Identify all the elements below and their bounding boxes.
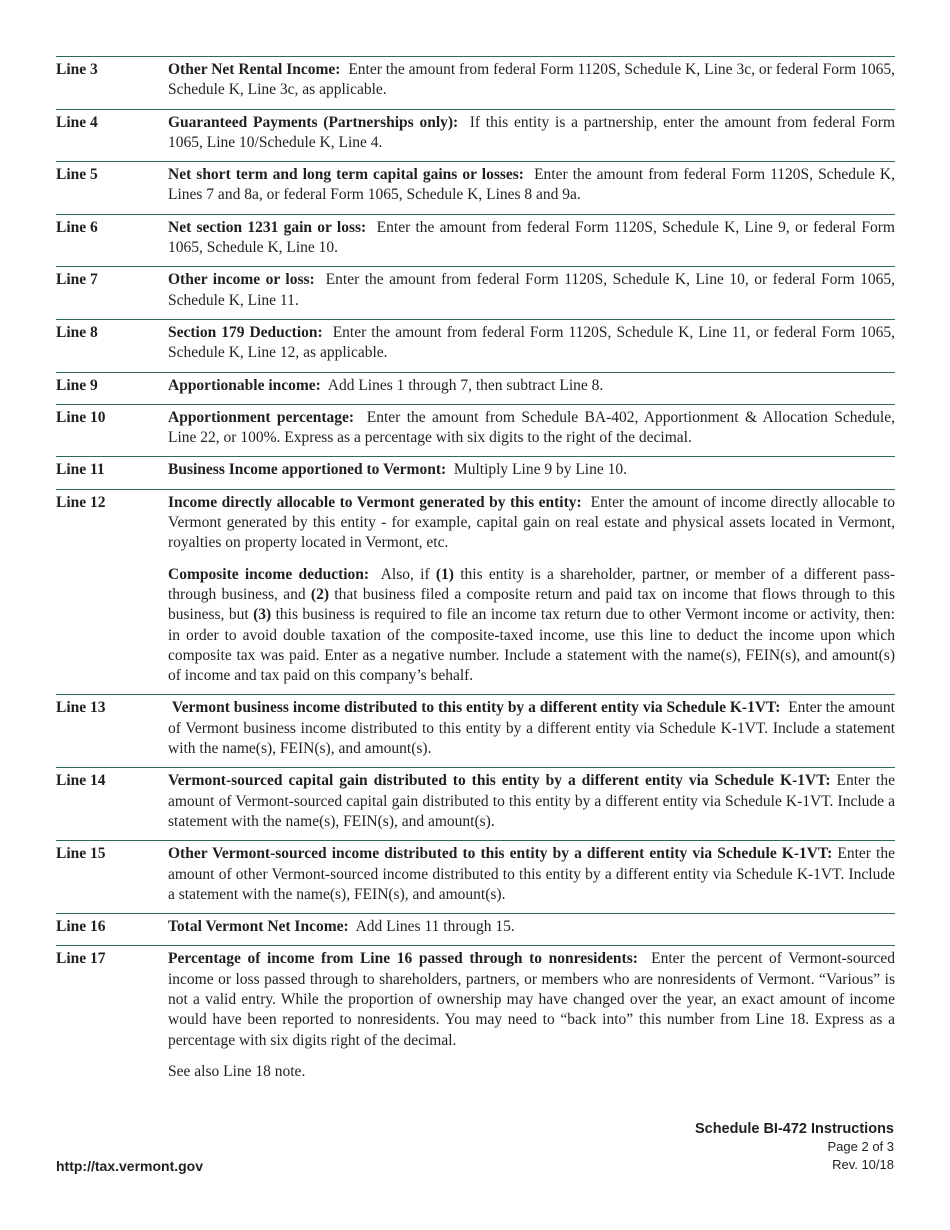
revision-date: Rev. 10/18 (832, 1157, 894, 1172)
line-title: Net section 1231 gain or loss: (168, 218, 367, 236)
form-title: Schedule BI-472 Instructions (694, 1121, 894, 1137)
line-text: Enter the amount from federal Form 1120S, Schedule K, Line 3c, or federal Form 1065, Schedule K, Line 3c, as applicable. (168, 61, 896, 99)
line-label: Line 14 (56, 772, 106, 790)
line-text: Multiply Line 9 by Line 10. (453, 461, 627, 479)
line-10-row (56, 404, 895, 454)
composite-income-paragraph: Composite income deduction: Also, if (1) this entity is a shareholder, partner, or member of a different pass-through business, and (2) that business filed a composite return and paid tax on income that flows through to this business, but (3) this business is required to file an income tax return due to other Vermont income or activity, then: in order to avoid double taxation of the composite-taxed income, use this line to deduct the income upon which composite tax was paid. Enter as a negative number. Include a statement with the name(s), FEIN(s), and amount(s) of income and tax paid on this company’s behalf. (168, 565, 896, 685)
line-17-note: See also Line 18 note. (168, 1062, 306, 1080)
line-label: Line 10 (56, 408, 106, 426)
line-text: Enter the amount from Schedule BA-402, Apportionment & Allocation Schedule, Line 22, or 100%. Express as a percentage with six digits to the right of the decimal. (168, 408, 895, 447)
line-12-row (56, 489, 895, 692)
line-title: Other income or loss: (168, 271, 315, 289)
line-label: Line 8 (56, 323, 98, 341)
line-label: Line 4 (56, 113, 98, 131)
line-17-row (56, 945, 895, 1087)
line-label: Line 5 (56, 166, 98, 184)
line-label: Line 17 (56, 950, 106, 968)
line-11-row (56, 456, 895, 485)
line-title: Percentage of income from Line 16 passed through to nonresidents: (168, 950, 638, 968)
line-title: Total Vermont Net Income: (168, 918, 349, 936)
line-13-row (56, 694, 895, 764)
line-title: Apportionment percentage: (168, 408, 355, 426)
line-6-row (56, 214, 895, 264)
line-7-row (56, 266, 895, 316)
line-label: Line 15 (56, 845, 106, 863)
line-5-row (56, 161, 895, 211)
line-label: Line 3 (56, 61, 98, 78)
line-title: Vermont-sourced capital gain distributed to this entity by a different entity via Schedule K-1VT: (168, 772, 831, 790)
line-title: Other Vermont-sourced income distributed to this entity by a different entity via Schedule K-1VT: (168, 845, 833, 863)
line-label: Line 13 (56, 699, 106, 717)
footer-info (695, 1120, 894, 1174)
page-number: Page 2 of 3 (827, 1139, 894, 1154)
line-text: Add Lines 1 through 7, then subtract Line 8. (327, 376, 604, 394)
line-text: Enter the amount from federal Form 1120S, Schedule K, Line 9, or federal Form 1065, Schedule K, Line 10. (168, 218, 895, 257)
line-14-row (56, 767, 895, 837)
line-3-row (56, 56, 895, 106)
line-text: Add Lines 11 through 15. (355, 918, 515, 936)
line-9-row (56, 372, 895, 401)
line-text: Enter the amount from federal Form 1120S, Schedule K, Line 11, or federal Form 1065, Schedule K, Line 12, as applicable. (168, 323, 895, 362)
line-text: Enter the amount of Vermont-sourced capital gain distributed to this entity by a different entity via Schedule K-1VT. Include a statement with the name(s), FEIN(s), and amount(s). (168, 772, 895, 830)
line-label: Line 16 (56, 918, 106, 936)
line-16-row (56, 913, 895, 942)
line-text: Enter the amount of income directly allocable to Vermont generated by this entity - for example, capital gain on real estate and physical assets located in Vermont, royalties on property located in Vermont, etc. (168, 493, 895, 552)
line-4-row (56, 109, 895, 159)
line-title: Apportionable income: (168, 376, 321, 394)
line-8-row (56, 319, 895, 369)
line-text: Enter the amount from federal Form 1120S, Schedule K, Line 10, or federal Form 1065, Schedule K, Line 11. (168, 271, 895, 309)
line-label: Line 7 (56, 271, 98, 289)
line-label: Line 6 (56, 218, 98, 236)
line-title: Net short term and long term capital gains or losses: (168, 166, 524, 184)
line-label: Line 12 (56, 493, 106, 511)
line-title: Vermont business income distributed to this entity by a different entity via Schedule K-1VT: (171, 699, 781, 717)
line-title: Guaranteed Payments (Partnerships only): (168, 113, 459, 131)
line-title: Other Net Rental Income: (168, 61, 341, 78)
line-text: Enter the amount from federal Form 1120S, Schedule K, Lines 7 and 8a, or federal Form 1065, Schedule K, Lines 8 and 9a. (168, 166, 895, 204)
line-label: Line 9 (56, 376, 98, 394)
line-label: Line 11 (56, 461, 105, 479)
line-title: Business Income apportioned to Vermont: (168, 461, 447, 479)
instructions-list (56, 56, 895, 1090)
website-url: http://tax.vermont.gov (56, 1158, 204, 1174)
line-title: Income directly allocable to Vermont generated by this entity: (168, 493, 582, 511)
line-text: Enter the percent of Vermont-sourced income or loss passed through to shareholders, partners, or members who are nonresidents of Vermont. “Various” is not a valid entry. While the proportion of ownership may have changed over the year, an exact amount of income would have been reported to nonresidents. You may need to “back into” this number from Line 18. Express as a percentage with six digits right of the decimal. (168, 950, 896, 1049)
line-text: If this entity is a partnership, enter the amount from federal Form 1065, Line 10/Schedule K, Line 4. (168, 113, 896, 151)
line-text: Enter the amount of Vermont business income distributed to this entity by a different entity via Schedule K-1VT. Include a statement with the name(s), FEIN(s), and amount(s). (168, 699, 895, 758)
composite-title: Composite income deduction: (168, 565, 370, 583)
line-title: Section 179 Deduction: (168, 323, 323, 341)
line-text: Enter the amount of other Vermont-sourced income distributed to this entity by a different entity via Schedule K-1VT. Include a statement with the name(s), FEIN(s), and amount(s). (168, 845, 895, 903)
line-15-row (56, 840, 895, 910)
